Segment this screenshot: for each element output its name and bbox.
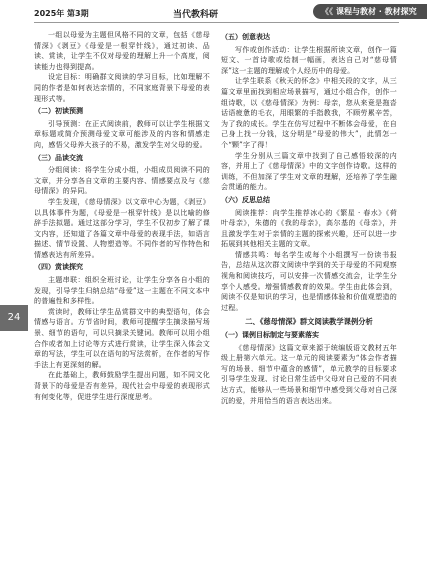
paragraph: 一组以母爱为主题但风格不同的文章，包括《慈母情深》《剥豆》《母爱是一根穿针线》，通过初读、品读、赏读，让学生不仅对母爱的理解上升一个高度，阅读能力也得到提高。 bbox=[34, 31, 210, 71]
section-heading: （一）课例目标制定与要素落实 bbox=[221, 331, 319, 340]
paragraph: 阅读推荐：向学生推荐冰心的《繁星 · 春水》《荷叶母亲》，朱德的《我的母亲》，高尔基的《母亲》，并且激发学生对于亲情的主题的探索兴趣，还可以进一步拓展到其他相关主题的文章。 bbox=[221, 208, 397, 249]
chevron-mark-icon: 《《 bbox=[321, 7, 333, 16]
section-heading: （二）初读预测 bbox=[34, 107, 83, 116]
section-heading: （六）反思总结 bbox=[221, 195, 270, 204]
paragraph: 学生发现，《慈母情深》以文章中心为题，《剥豆》以具体事件为题，《母爱是一根穿针线》是以比喻的修辞手法拟题。通过这部分学习，学生不仅初步了解了课文内容，还知道了各篇文章中母爱的表现手法，如语言描述、情节设置、人物塑造等。不同作者的写作特色和情感表达有所差异。 bbox=[34, 197, 210, 259]
section-heading: （三）品读交流 bbox=[34, 153, 83, 162]
section-label: 课程与教材 · 教材探究 bbox=[336, 7, 417, 16]
paragraph: 让学生联系《秋天的怀念》中相关段的文字，从三篇文章里面找到相应场景描写，通过小组合作，创作一组诗歌，以《慈母情深》为例：母亲，您从来竟是拖沓话语疲惫的毛衣，用眼繁的手指教我，不顾劳累辛苦，为了我的成长。学生在仿写过程中不断体会母爱，在自己身上找一分钱，这分明是“母爱的伟大”，此情怎一个“颗”字了得！ bbox=[221, 77, 397, 149]
journal-title: 当代教科研 bbox=[173, 10, 219, 20]
issue-label: 2025年 第3期 bbox=[34, 9, 89, 18]
right-column bbox=[221, 30, 397, 406]
paragraph: 在此基础上，教师鼓励学生提出问题，如不同文化背景下的母爱是否有差异，现代社会中母爱的表现形式有何变化等，促进学生进行深度思考。 bbox=[34, 371, 210, 401]
paragraph: 设定目标：明确群文阅读的学习目标，比如理解不同的作者是如何表达亲情的，不同家庭背景下母爱的表现形式等。 bbox=[34, 73, 210, 103]
paragraph: 情感共鸣：每名学生或每个小组撰写一份读书报告，总结从这次群文阅读中学到的关于母爱的不同观察视角和阅读技巧，可以安排一次情感交流会，让学生分享个人感受。增强情感教育的效果。学生由此体会到，阅读不仅是知识的学习，也是情感体验和价值观塑造的过程。 bbox=[221, 250, 397, 312]
section-heading: （五）创意表达 bbox=[221, 33, 270, 41]
header-divider bbox=[34, 22, 399, 23]
section-heading: （四）赏读探究 bbox=[34, 263, 83, 272]
paragraph: 分组阅读：将学生分成小组，小组成员阅读不同的文章，并分享各自文章的主要内容、情感要点及与《慈母情深》的异同。 bbox=[34, 166, 210, 196]
paragraph: 引导预测：在正式阅读前，教师可以让学生根据文章标题或简介预测母爱文章可能涉及的内容和情感走向，感悟父母养大孩子的不易，激发学生对父母的爱。 bbox=[34, 119, 210, 149]
left-column bbox=[34, 30, 210, 402]
page-number-tab: 24 bbox=[0, 305, 28, 331]
paragraph: 写作或创作活动：让学生根据所读文章，创作一篇短文、一首诗歌或绘制一幅画，表达自己对“慈母情深”这一主题的理解或个人经历中的母爱。 bbox=[221, 45, 397, 75]
paragraph: 主题串联：组织全班讨论，让学生分享各自小组的发现，引导学生归纳总结“母爱”这一主题在不同文本中的普遍性和多样性。 bbox=[34, 276, 210, 306]
paragraph: 《慈母情深》这篇文章来源于统编版语文教材五年级上册第六单元。这一单元的阅读要素为“体会作者描写的场景、细节中蕴含的感情”，单元教学的目标要求引导学生发现、讨论日常生活中父母对自己爱的不同表达方式，能够从一些场景和细节中感受到父母对自己深沉的爱，并用恰当的语言表达出来。 bbox=[221, 343, 397, 405]
section-tab bbox=[313, 4, 427, 19]
paragraph: 赏读时，教师让学生品赏群文中的典型语句，体会情感与语言。方节省时间，教师可提醒学生摘录描写场景、细节的语句，可以只摘录关键词。教师可以用小组合作或者加上讨论等方式进行赏读，让学生深入体会文章的写法，学生可以在语句的写法赏析，在作者的写作手法上有更深刻的解。 bbox=[34, 307, 210, 369]
paragraph: 学生分别从三篇文章中找到了自己感悟较深的内容，并用上了《慈母情深》中的文字创作诗歌。这样的训练，不但加深了学生对文章的理解，还培养了学生融会贯通的能力。 bbox=[221, 151, 397, 192]
section-heading: 二、《慈母情深》群文阅读教学课例分析 bbox=[245, 317, 373, 327]
